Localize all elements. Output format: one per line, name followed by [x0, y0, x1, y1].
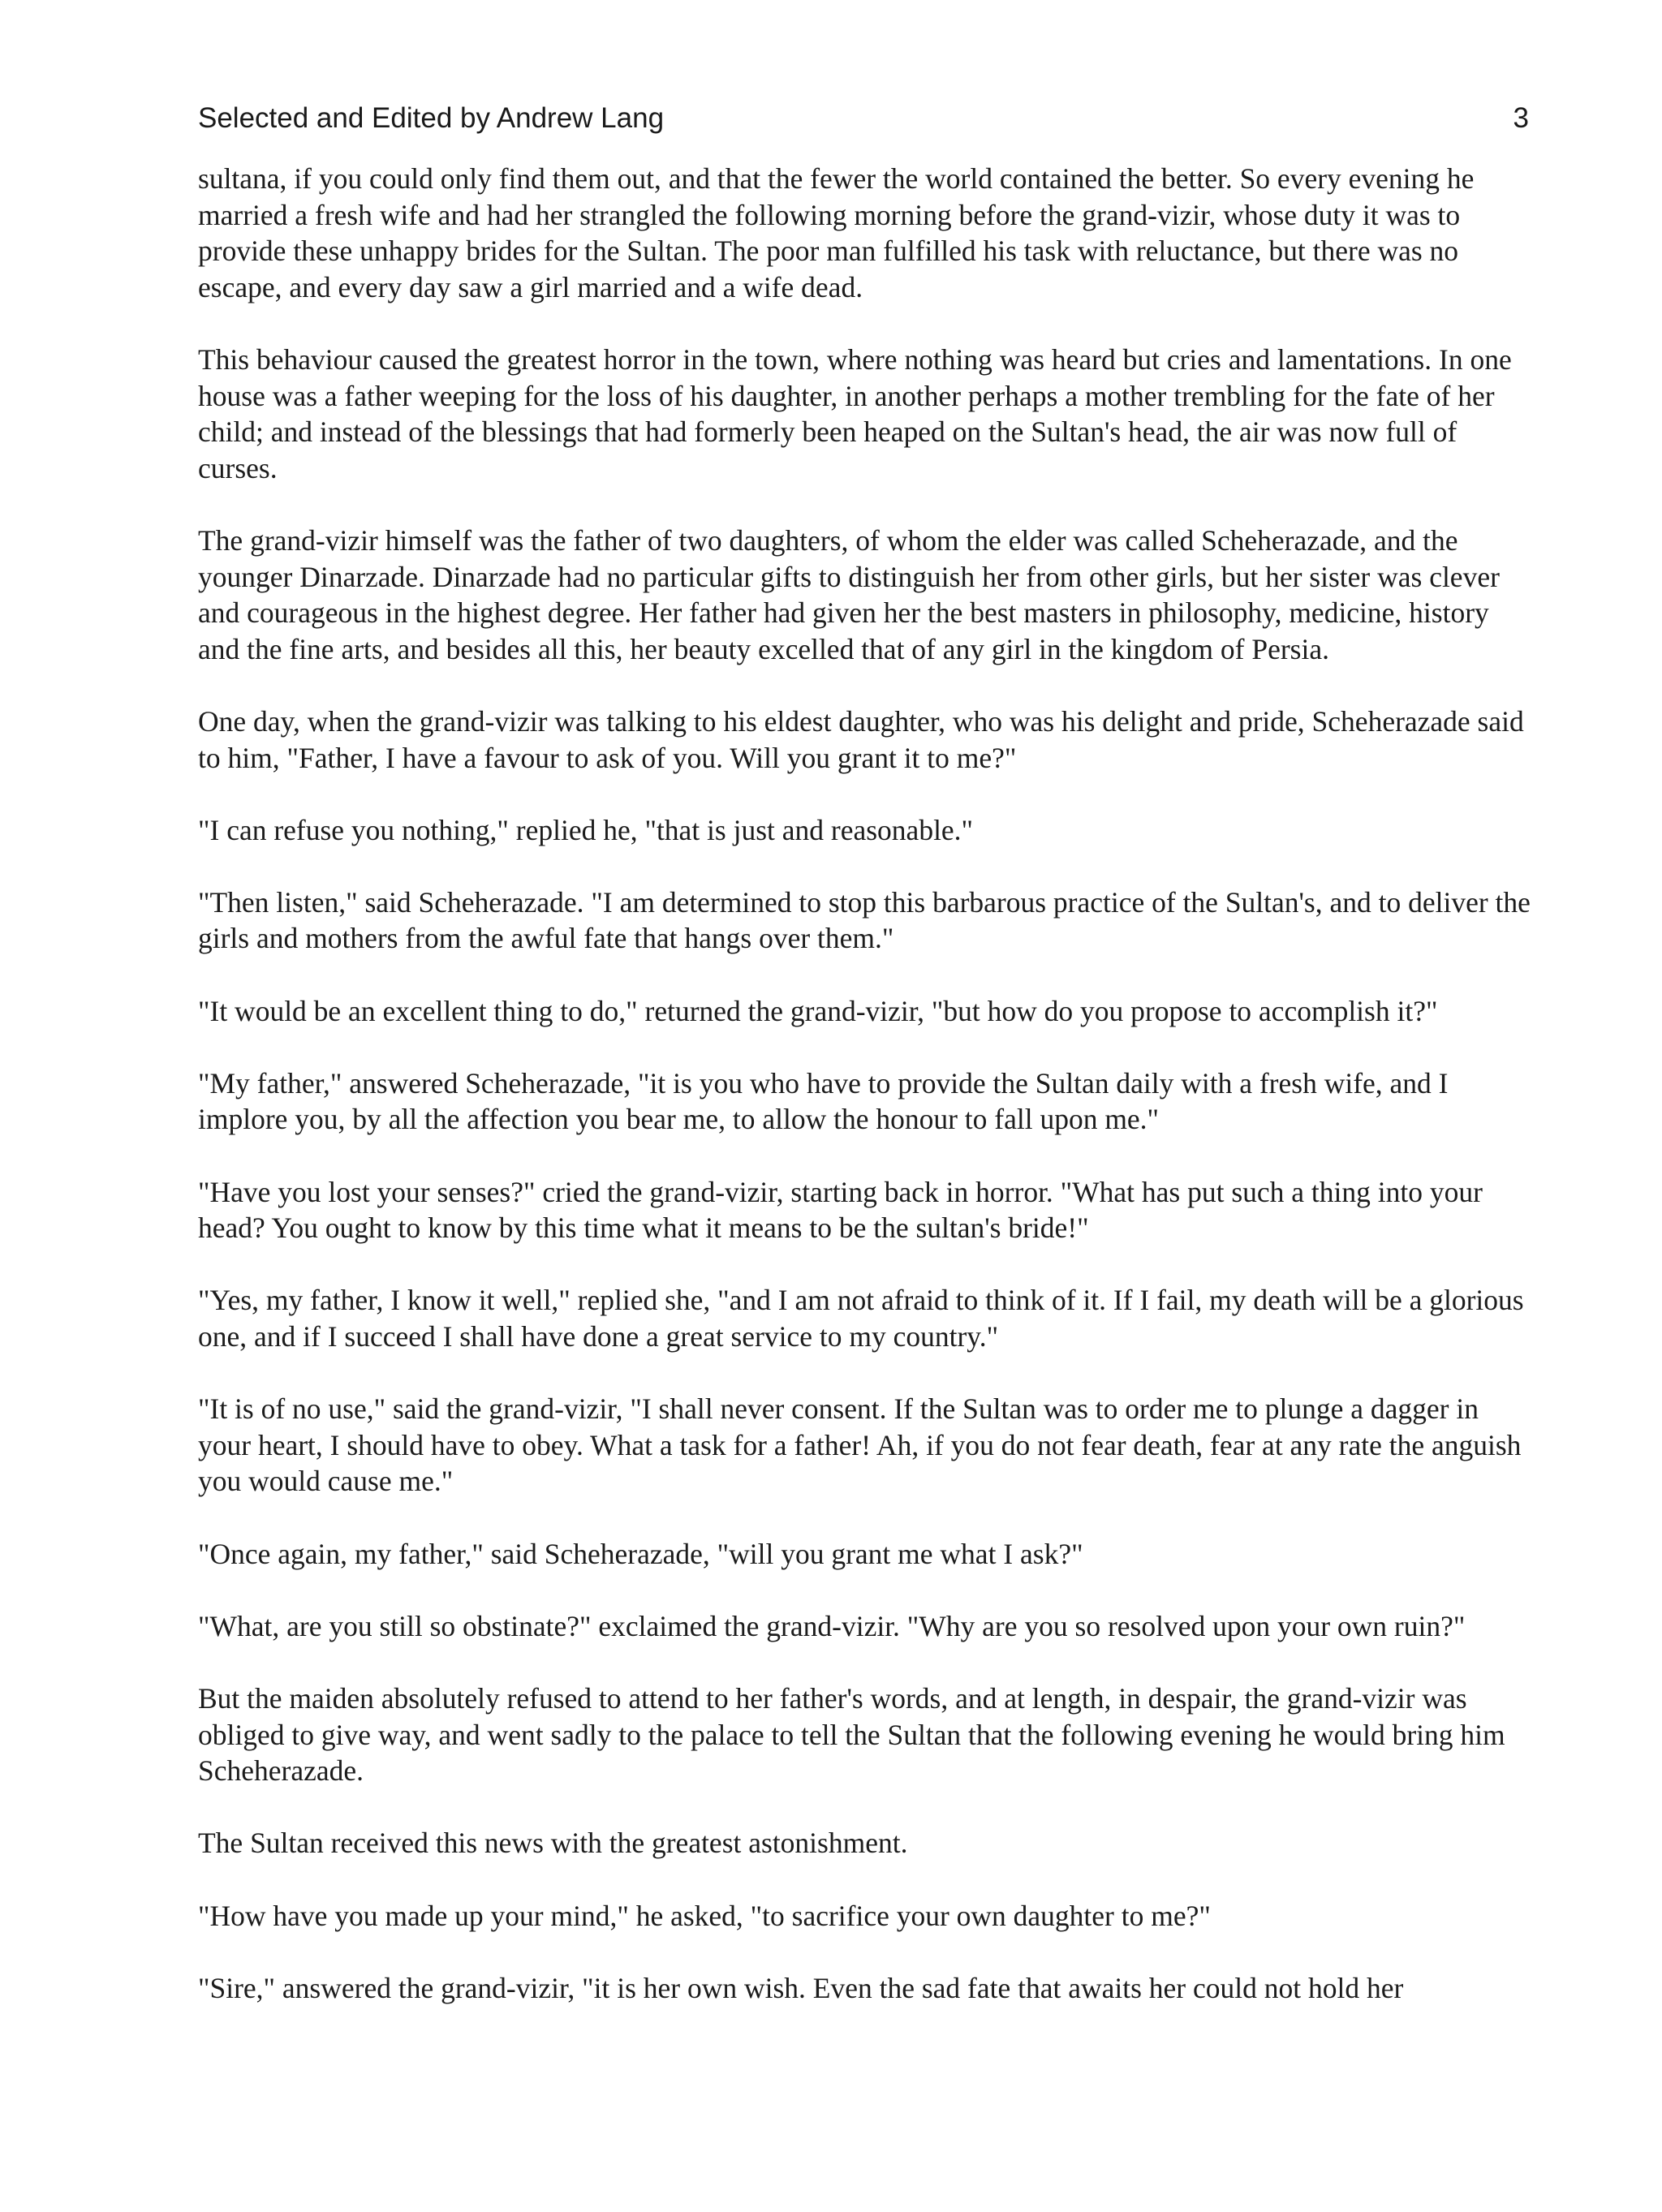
paragraph: One day, when the grand-vizir was talking to his eldest daughter, who was his delight and pride, Scheherazade said to him, "Father, I have a favour to ask of you. Will you grant it to me?" [198, 704, 1524, 774]
paragraph: "Yes, my father, I know it well," replied she, "and I am not afraid to think of it. If I fail, my death will be a glorious one, and if I succeed I shall have done a great service to my country." [198, 1284, 1524, 1353]
paragraph: "Once again, my father," said Scheherazade, "will you grant me what I ask?" [198, 1537, 1083, 1570]
paragraph: The grand-vizir himself was the father of two daughters, of whom the elder was called Scheherazade, and the younger Dinarzade. Dinarzade had no particular gifts to distinguish her from other girls, but her sister was clever and courageous in the highest degree. Her father had given her the best masters in philosophy, medicine, history and the fine arts, and besides all this, her beauty excelled that of any girl in the kingdom of Persia. [198, 523, 1500, 665]
paragraph: "It is of no use," said the grand-vizir, "I shall never consent. If the Sultan was to order me to plunge a dagger in your heart, I should have to obey. What a task for a father! Ah, if you do not fear death, fear at any rate the anguish you would cause me." [198, 1392, 1522, 1498]
header-title: Selected and Edited by Andrew Lang [198, 102, 665, 134]
paragraph: "Have you lost your senses?" cried the grand-vizir, starting back in horror. "What has put such a thing into your head? You ought to know by this time what it means to be the sultan's bride!" [198, 1175, 1483, 1245]
paragraph: "It would be an excellent thing to do," returned the grand-vizir, "but how do you propose to accomplish it?" [198, 994, 1438, 1027]
paragraph: This behaviour caused the greatest horror in the town, where nothing was heard but cries and lamentations. In one house was a father weeping for the loss of his daughter, in another perhaps a mother trembling for the fate of her child; and instead of the blessings that had formerly been heaped on the Sultan's head, the air was now full of curses. [198, 342, 1512, 484]
paragraph: "Sire," answered the grand-vizir, "it is her own wish. Even the sad fate that awaits her could not hold her [198, 1971, 1404, 2004]
paragraph: sultana, if you could only find them out, and that the fewer the world contained the better. So every evening he married a fresh wife and had her strangled the following morning before the grand-vizir, whose duty it was to provide these unhappy brides for the Sultan. The poor man fulfilled his task with reluctance, but there was no escape, and every day saw a girl married and a wife dead. [198, 162, 1475, 303]
body-text [198, 161, 1537, 2042]
page-number: 3 [1513, 102, 1529, 134]
paragraph: But the maiden absolutely refused to attend to her father's words, and at length, in despair, the grand-vizir was obliged to give way, and went sadly to the palace to tell the Sultan that the following evening he would bring him Scheherazade. [198, 1681, 1505, 1788]
paragraph: The Sultan received this news with the greatest astonishment. [198, 1827, 908, 1860]
paragraph: "Then listen," said Scheherazade. "I am determined to stop this barbarous practice of the Sultan's, and to deliver the girls and mothers from the awful fate that hangs over them." [198, 885, 1531, 955]
running-header [198, 100, 1529, 137]
paragraph: "How have you made up your mind," he asked, "to sacrifice your own daughter to me?" [198, 1899, 1211, 1932]
paragraph: "My father," answered Scheherazade, "it is you who have to provide the Sultan daily with a fresh wife, and I implore you, by all the affection you bear me, to allow the honour to fall upon me." [198, 1066, 1449, 1136]
paragraph: "What, are you still so obstinate?" exclaimed the grand-vizir. "Why are you so resolved upon your own ruin?" [198, 1609, 1466, 1642]
paragraph: "I can refuse you nothing," replied he, "that is just and reasonable." [198, 813, 974, 846]
